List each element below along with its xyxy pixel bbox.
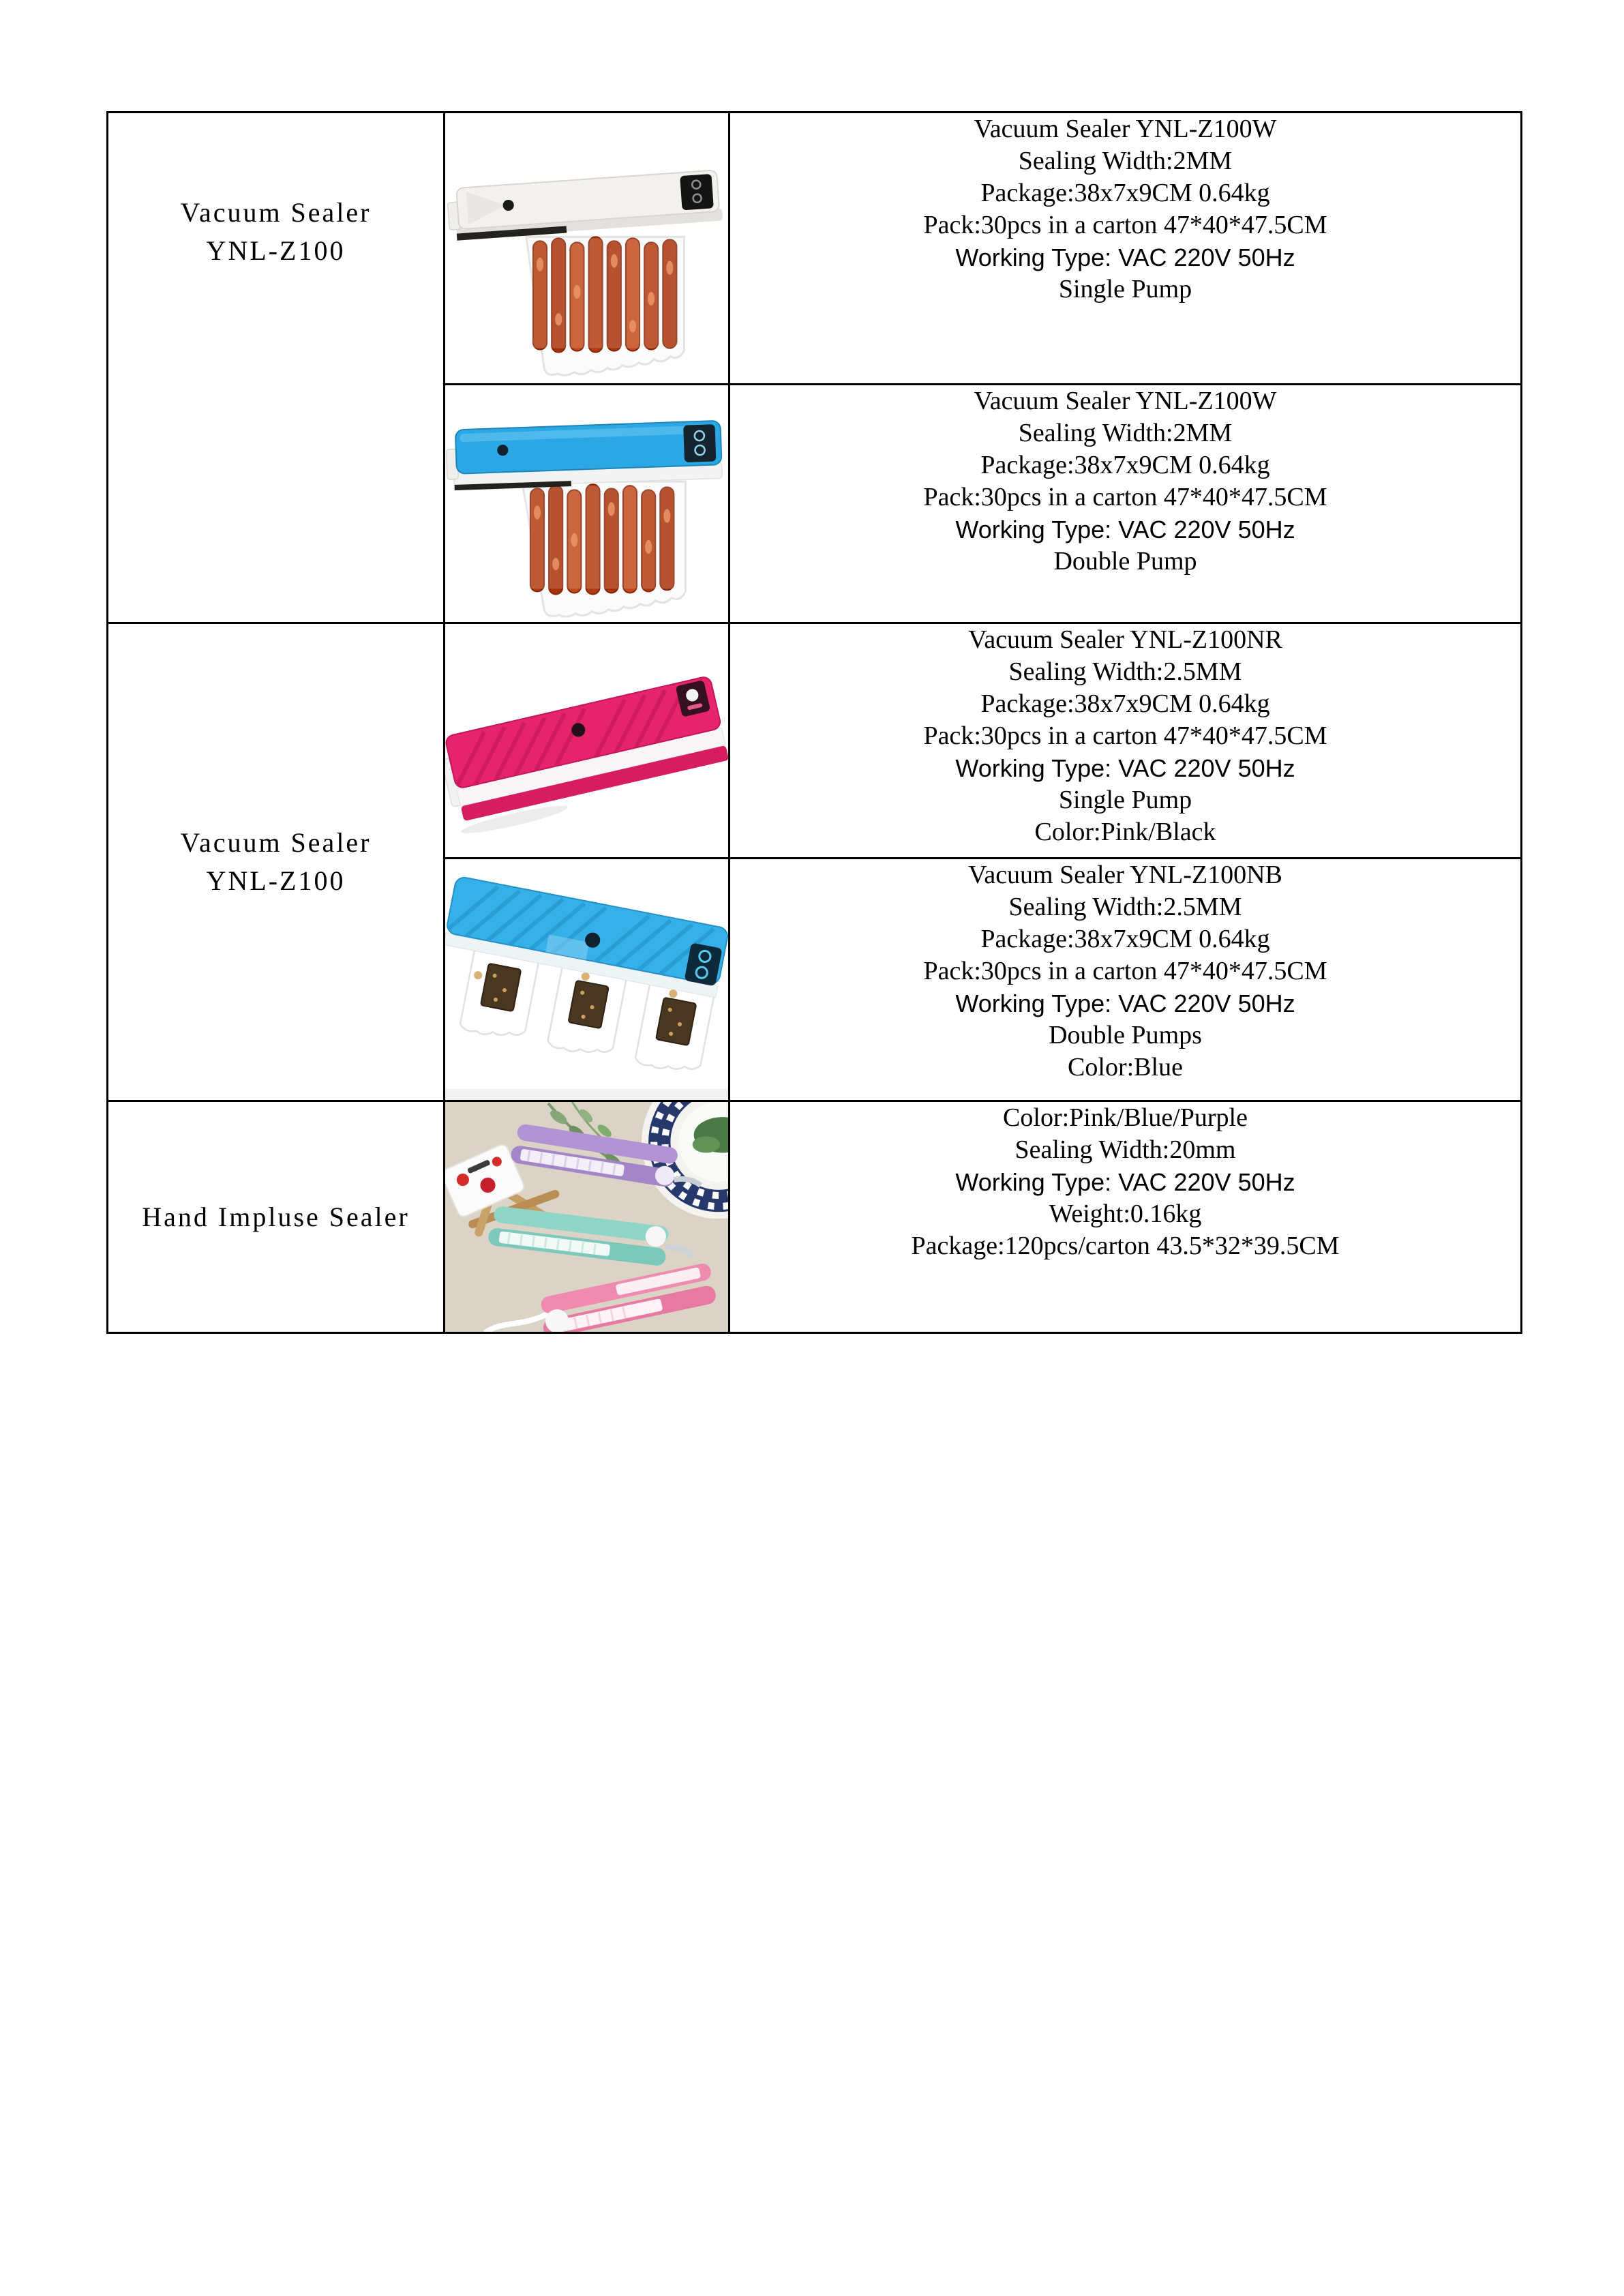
spec-line: Single Pump bbox=[1058, 786, 1192, 814]
category-label-line: Vacuum Sealer bbox=[180, 197, 372, 228]
spec-line: Color:Pink/Blue/Purple bbox=[1003, 1103, 1248, 1132]
category-cell-vacuum-sealer-2 bbox=[108, 623, 445, 1101]
spec-line: Weight:0.16kg bbox=[1049, 1199, 1202, 1228]
category-label-line: Hand Impluse Sealer bbox=[142, 1201, 410, 1232]
category-cell-hand-impulse-sealer bbox=[108, 1101, 445, 1333]
spec-line: Sealing Width:2.5MM bbox=[1008, 893, 1242, 921]
spec-line: Sealing Width:20mm bbox=[1014, 1135, 1236, 1164]
image-cell bbox=[445, 859, 730, 1101]
spec-line: Working Type: VAC 220V 50Hz bbox=[955, 243, 1295, 271]
spec-line: Vacuum Sealer YNL-Z100NR bbox=[968, 625, 1282, 654]
spec-line: Working Type: VAC 220V 50Hz bbox=[955, 1168, 1295, 1196]
spec-cell bbox=[730, 859, 1522, 1101]
category-label-line: YNL-Z100 bbox=[206, 235, 346, 266]
product-image-blue-sealer-snack-bags bbox=[445, 859, 728, 1100]
product-image-hand-impulse-sealers bbox=[445, 1102, 728, 1332]
spec-line: Single Pump bbox=[1058, 275, 1192, 303]
spec-line: Color:Pink/Black bbox=[1034, 818, 1216, 846]
spec-line: Double Pumps bbox=[1049, 1021, 1202, 1049]
spec-line: Sealing Width:2MM bbox=[1018, 419, 1233, 447]
spec-line: Vacuum Sealer YNL-Z100W bbox=[974, 115, 1277, 143]
spec-cell bbox=[730, 385, 1522, 623]
product-spec-table bbox=[106, 111, 1522, 1334]
spec-line: Package:38x7x9CM 0.64kg bbox=[980, 689, 1270, 718]
spec-line: Pack:30pcs in a carton 47*40*47.5CM bbox=[923, 721, 1327, 750]
vacuum-bag bbox=[522, 481, 686, 616]
product-image-white-sealer-sausage-bag bbox=[445, 113, 728, 383]
spec-line: Package:38x7x9CM 0.64kg bbox=[980, 179, 1270, 207]
image-cell bbox=[445, 1101, 730, 1333]
category-label-line: YNL-Z100 bbox=[206, 865, 346, 896]
spec-line: Vacuum Sealer YNL-Z100W bbox=[974, 387, 1277, 415]
image-cell bbox=[445, 623, 730, 859]
spec-line: Package:120pcs/carton 43.5*32*39.5CM bbox=[911, 1232, 1340, 1260]
spec-line: Pack:30pcs in a carton 47*40*47.5CM bbox=[923, 957, 1327, 985]
category-label-line: Vacuum Sealer bbox=[180, 827, 372, 858]
spec-line: Sealing Width:2.5MM bbox=[1008, 657, 1242, 686]
spec-line: Package:38x7x9CM 0.64kg bbox=[980, 925, 1270, 953]
spec-cell bbox=[730, 113, 1522, 385]
spec-line: Pack:30pcs in a carton 47*40*47.5CM bbox=[923, 211, 1327, 239]
product-image-blue-sealer-sausage-bag bbox=[445, 385, 728, 622]
product-image-pink-sealer bbox=[445, 624, 728, 857]
spec-line: Sealing Width:2MM bbox=[1018, 147, 1233, 175]
spec-cell bbox=[730, 1101, 1522, 1333]
spec-line: Package:38x7x9CM 0.64kg bbox=[980, 451, 1270, 479]
vacuum-bag bbox=[526, 237, 685, 375]
spec-line: Pack:30pcs in a carton 47*40*47.5CM bbox=[923, 483, 1327, 511]
sealer-machine bbox=[447, 170, 723, 241]
spec-line: Double Pump bbox=[1053, 547, 1197, 576]
spec-cell bbox=[730, 623, 1522, 859]
spec-line: Working Type: VAC 220V 50Hz bbox=[955, 754, 1295, 782]
category-cell-vacuum-sealer-1 bbox=[108, 113, 445, 623]
spec-line: Working Type: VAC 220V 50Hz bbox=[955, 989, 1295, 1017]
sealer-machine bbox=[446, 421, 723, 491]
spec-line: Color:Blue bbox=[1068, 1053, 1183, 1082]
image-cell bbox=[445, 113, 730, 385]
sealer-machine bbox=[445, 676, 728, 839]
image-cell bbox=[445, 385, 730, 623]
spec-line: Working Type: VAC 220V 50Hz bbox=[955, 516, 1295, 543]
spec-line: Vacuum Sealer YNL-Z100NB bbox=[968, 861, 1282, 889]
